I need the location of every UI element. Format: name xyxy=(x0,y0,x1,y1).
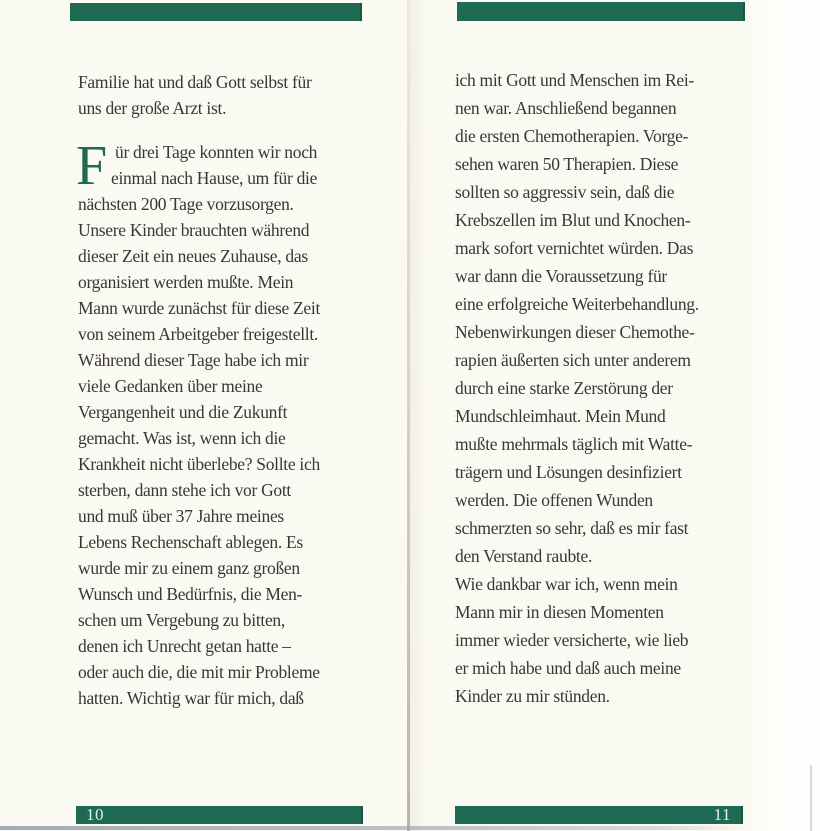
text-line: oder auch die, die mit mir Probleme xyxy=(78,662,320,682)
paragraph xyxy=(455,66,699,570)
text-line: den Verstand raubte. xyxy=(455,546,593,566)
text-line: denen ich Unrecht getan hatte – xyxy=(78,636,291,656)
text-line: Vergangenheit und die Zukunft xyxy=(78,402,288,422)
text-line: einmal nach Hause, um für die xyxy=(111,168,318,188)
text-line: ür drei Tage konnten wir noch xyxy=(115,142,318,162)
text-line: Krankheit nicht überlebe? Sollte ich xyxy=(78,454,320,474)
footer-bar-right xyxy=(455,806,743,824)
text-line: von seinem Arbeitgeber freigestellt. xyxy=(78,324,318,344)
gutter-shadow-soft xyxy=(410,0,428,831)
text-line: Unsere Kinder brauchten während xyxy=(78,220,310,240)
text-line: gemacht. Was ist, wenn ich die xyxy=(78,428,286,448)
text-line: Mann wurde zunächst für diese Zeit xyxy=(78,298,321,318)
text-line: Wunsch und Bedürfnis, die Men- xyxy=(78,584,303,604)
text-line: Lebens Rechenschaft ablegen. Es xyxy=(78,532,303,552)
text-line: Mundschleimhaut. Mein Mund xyxy=(455,406,666,426)
text-line: immer wieder versicherte, wie lieb xyxy=(455,630,689,650)
text-line: organisiert werden mußte. Mein xyxy=(78,272,294,292)
text-line: durch eine starke Zerstörung der xyxy=(455,378,673,398)
page-right-edge-line xyxy=(810,765,812,831)
text-line: dieser Zeit ein neues Zuhause, das xyxy=(78,246,308,266)
text-line: Kinder zu mir stünden. xyxy=(455,686,610,706)
text-line: mußte mehrmals täglich mit Watte- xyxy=(455,434,693,454)
header-bar-left xyxy=(70,3,362,21)
text-line: werden. Die offenen Wunden xyxy=(455,490,653,510)
paragraph xyxy=(78,69,320,121)
page-number-left: 10 xyxy=(86,805,104,824)
text-line: die ersten Chemotherapien. Vorge- xyxy=(455,126,689,146)
page-bottom-edge xyxy=(0,826,748,830)
text-line: sehen waren 50 Therapien. Diese xyxy=(455,154,679,174)
header-bar-right xyxy=(457,2,745,21)
text-line: nächsten 200 Tage vorzusorgen. xyxy=(78,194,294,214)
text-line: eine erfolgreiche Weiterbehandlung. xyxy=(455,294,699,314)
text-line: er mich habe und daß auch meine xyxy=(455,658,681,678)
text-line: Während dieser Tage habe ich mir xyxy=(78,350,309,370)
text-line: ich mit Gott und Menschen im Rei- xyxy=(455,70,694,90)
text-line: und muß über 37 Jahre meines xyxy=(78,506,284,526)
text-line: trägern und Lösungen desinfiziert xyxy=(455,462,682,482)
page-right-edge-highlight xyxy=(748,0,820,831)
paragraph xyxy=(455,570,699,710)
left-page-text xyxy=(78,69,320,711)
right-page-text xyxy=(455,66,699,710)
paragraph xyxy=(76,135,321,711)
text-line: Krebszellen im Blut und Knochen- xyxy=(455,210,691,230)
text-line: sollten so aggressiv sein, daß die xyxy=(455,182,675,202)
footer-bar-left xyxy=(76,806,363,824)
text-line: Wie dankbar war ich, wenn mein xyxy=(455,574,678,594)
text-line: wurde mir zu einem ganz großen xyxy=(78,558,300,578)
text-line: viele Gedanken über meine xyxy=(78,376,263,396)
drop-cap-letter: F xyxy=(76,135,108,197)
text-line: Familie hat und daß Gott selbst für xyxy=(78,72,312,92)
text-line: schen um Vergebung zu bitten, xyxy=(78,610,285,630)
text-line: nen war. Anschließend begannen xyxy=(455,98,677,118)
text-line: Nebenwirkungen dieser Chemothe- xyxy=(455,322,695,342)
text-line: schmerzten so sehr, daß es mir fast xyxy=(455,518,689,538)
text-line: hatten. Wichtig war für mich, daß xyxy=(78,688,304,708)
gutter-spine-line xyxy=(407,0,410,831)
page-number-right: 11 xyxy=(713,805,731,824)
text-line: rapien äußerten sich unter anderem xyxy=(455,350,691,370)
text-line: sterben, dann stehe ich vor Gott xyxy=(78,480,291,500)
text-line: mark sofort vernichtet würden. Das xyxy=(455,238,694,258)
text-line: Mann mir in diesen Momenten xyxy=(455,602,664,622)
text-line: war dann die Voraussetzung für xyxy=(455,266,667,286)
text-line: uns der große Arzt ist. xyxy=(78,98,227,118)
